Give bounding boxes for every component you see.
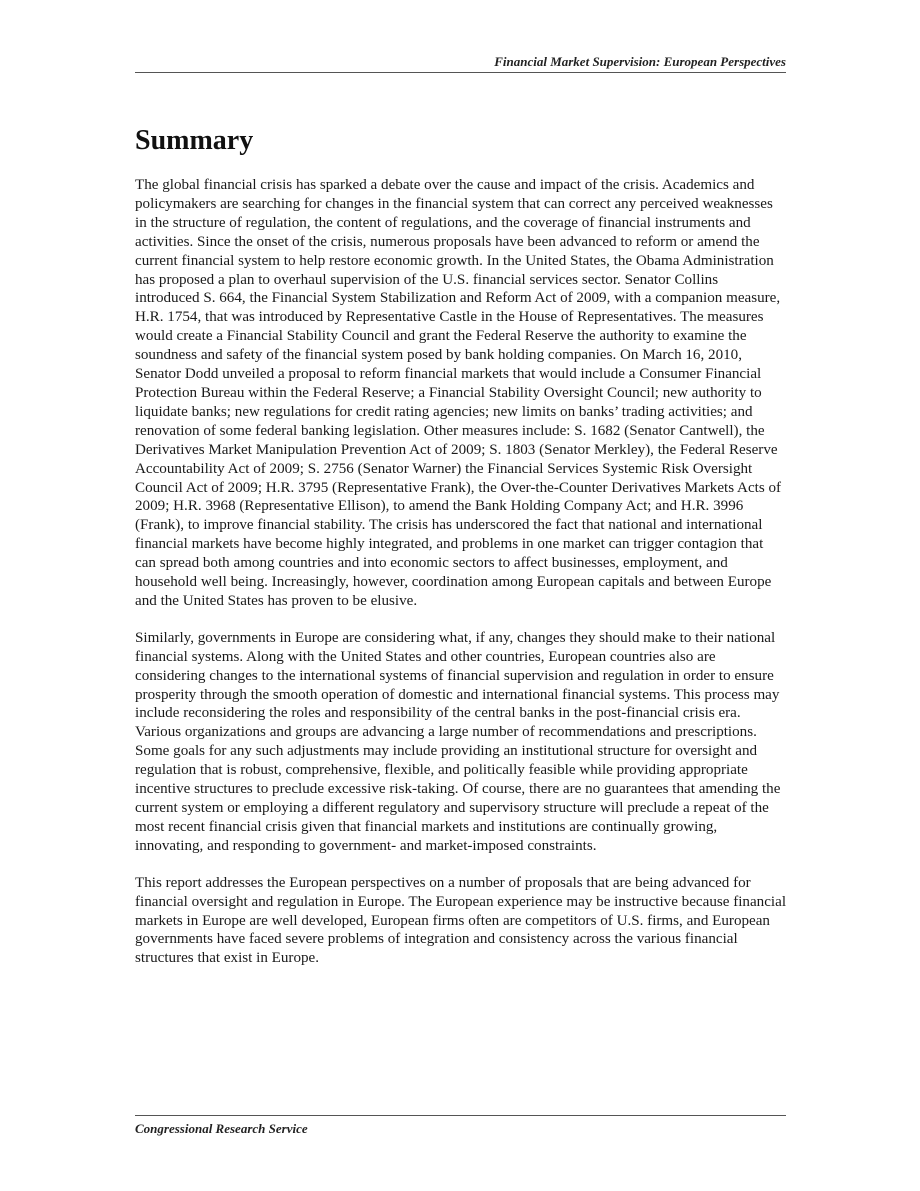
running-footer: Congressional Research Service [135, 1121, 308, 1136]
footer-rule [135, 1115, 786, 1116]
section-title: Summary [135, 125, 254, 156]
header-rule [135, 72, 786, 73]
summary-paragraph-1: The global financial crisis has sparked a debate over the cause and impact of the crisis. Academics and policymakers are searching for changes in the financial system that can correct any perceived weaknesses in the structure of regulation, the content of regulations, and the coverage of financial instruments and activities. Since the onset of the crisis, numerous proposals have been advanced to reform or amend the current financial system to help restore economic growth. In the United States, the Obama Administration has proposed a plan to overhaul supervision of the U.S. financial services sector. Senator Collins introduced S. 664, the Financial System Stabilization and Reform Act of 2009, with a companion measure, H.R. 1754, that was introduced by Representative Castle in the House of Representatives. The measures would create a Financial Stability Council and grant the Federal Reserve the authority to examine the soundness and safety of the financial system posed by bank holding companies. On March 16, 2010, Senator Dodd unveiled a proposal to reform financial markets that would include a Consumer Financial Protection Bureau within the Federal Reserve; a Financial Stability Oversight Council; new authority to liquidate banks; new regulations for credit rating agencies; new limits on banks’ trading activities; and renovation of some federal banking legislation. Other measures include: S. 1682 (Senator Cantwell), the Derivatives Market Manipulation Prevention Act of 2009; S. 1803 (Senator Merkley), the Federal Reserve Accountability Act of 2009; S. 2756 (Senator Warner) the Financial Services Systemic Risk Oversight Council Act of 2009; H.R. 3795 (Representative Frank), the Over-the-Counter Derivatives Markets Acts of 2009; H.R. 3968 (Representative Ellison), to amend the Bank Holding Company Act; and H.R. 3996 (Frank), to improve financial stability. The crisis has underscored the fact that national and international financial markets have become highly integrated, and problems in one market can trigger contagion that can spread both among countries and into economic sectors to affect businesses, employment, and household well being. Increasingly, however, coordination among European capitals and between Europe and the United States has proven to be elusive. [135, 177, 782, 609]
body-text [135, 176, 786, 986]
summary-paragraph-3: This report addresses the European perspectives on a number of proposals that are being advanced for financial oversight and regulation in Europe. The European experience may be instructive because financial markets in Europe are well developed, European firms often are competitors of U.S. firms, and European governments have faced severe problems of integration and consistency across the various financial structures that exist in Europe. [135, 874, 787, 967]
running-header: Financial Market Supervision: European Perspectives [494, 54, 786, 69]
summary-paragraph-2: Similarly, governments in Europe are considering what, if any, changes they should make to their national financial systems. Along with the United States and other countries, European countries also are considering changes to the international systems of financial supervision and regulation in order to ensure prosperity through the smooth operation of domestic and international financial systems. This process may include reconsidering the roles and responsibility of the central banks in the post-financial crisis era. Various organizations and groups are advancing a large number of recommendations and prescriptions. Some goals for any such adjustments may include providing an institutional structure for oversight and regulation that is robust, comprehensive, flexible, and politically feasible while providing appropriate incentive structures to preclude excessive risk-taking. Of course, there are no guarantees that amending the current system or employing a different regulatory and supervisory structure will preclude a repeat of the most recent financial crisis given that financial markets and institutions are continually growing, innovating, and responding to government- and market-imposed constraints. [135, 629, 781, 854]
